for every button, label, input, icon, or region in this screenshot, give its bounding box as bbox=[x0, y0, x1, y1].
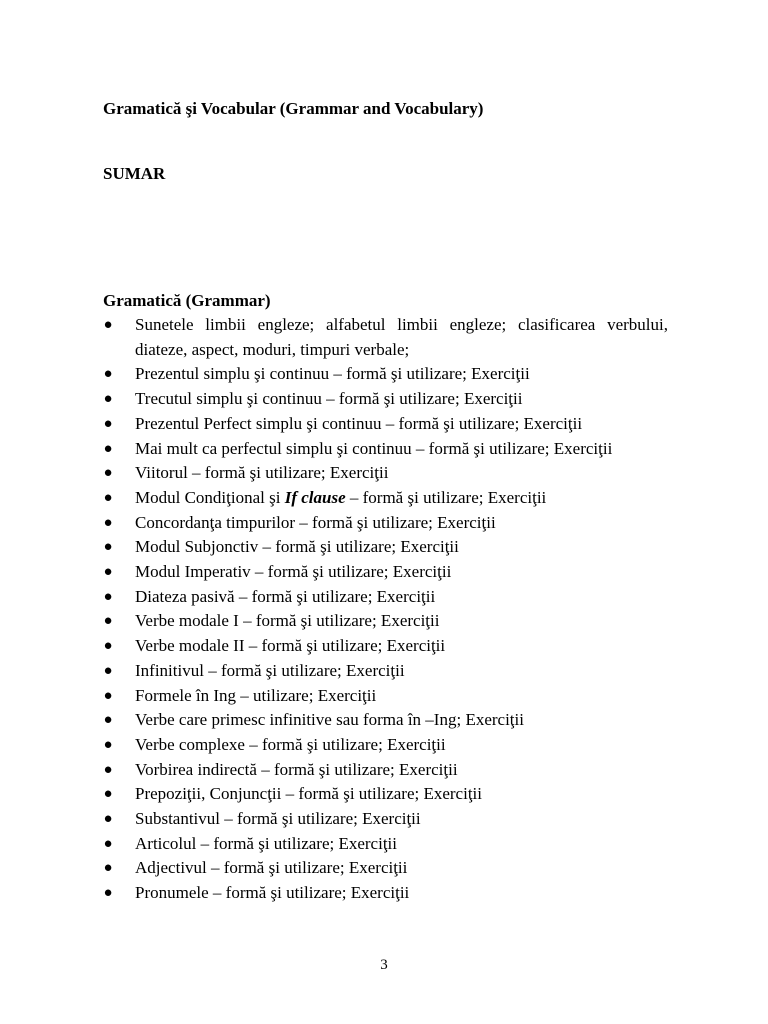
list-item bbox=[103, 362, 668, 387]
grammar-topics-list bbox=[103, 313, 668, 906]
bullet-icon: ● bbox=[103, 885, 113, 902]
list-item-text: Verbe modale II – formă şi utilizare; Exerciţii bbox=[135, 636, 446, 656]
list-item bbox=[103, 659, 668, 684]
list-item-text: Articolul – formă şi utilizare; Exerciţii bbox=[135, 833, 397, 853]
list-item-text: Verbe complexe – formă şi utilizare; Exerciţii bbox=[135, 734, 446, 754]
list-item bbox=[103, 560, 668, 585]
list-item-text: Pronumele – formă şi utilizare; Exerciţii bbox=[135, 883, 410, 903]
bullet-icon: ● bbox=[103, 662, 113, 679]
list-item-text: Prepoziţii, Conjuncţii – formă şi utilizare; Exerciţii bbox=[135, 784, 482, 804]
list-item-text: Concordanţa timpurilor – formă şi utilizare; Exerciţii bbox=[135, 512, 496, 532]
list-item bbox=[103, 758, 668, 783]
bullet-icon: ● bbox=[103, 860, 113, 877]
list-item-text: Trecutul simplu şi continuu – formă şi utilizare; Exerciţii bbox=[135, 389, 523, 409]
list-item-text: Vorbirea indirectă – formă şi utilizare; Exerciţii bbox=[135, 759, 458, 779]
list-item-text: Modul Subjonctiv – formă şi utilizare; Exerciţii bbox=[135, 537, 459, 557]
document-title: Gramatică şi Vocabular (Grammar and Vocabulary) bbox=[103, 99, 484, 118]
list-item bbox=[103, 461, 668, 486]
list-item-text: Mai mult ca perfectul simplu şi continuu – formă şi utilizare; Exerciţii bbox=[135, 438, 613, 458]
bullet-icon: ● bbox=[103, 786, 113, 803]
list-item bbox=[103, 535, 668, 560]
list-item bbox=[103, 733, 668, 758]
list-item bbox=[103, 782, 668, 807]
bullet-icon: ● bbox=[103, 588, 113, 605]
list-item-text: Modul Condiţional şi bbox=[135, 487, 281, 507]
list-item bbox=[103, 856, 668, 881]
list-item-text: Diateza pasivă – formă şi utilizare; Exerciţii bbox=[135, 586, 436, 606]
bullet-icon: ● bbox=[103, 712, 113, 729]
bullet-icon: ● bbox=[103, 489, 113, 506]
list-item bbox=[103, 585, 668, 610]
list-item-text: Sunetele limbii engleze; alfabetul limbii engleze; clasificarea verbului, diateze, aspect, moduri, timpuri verbale; bbox=[135, 315, 668, 359]
bullet-icon: ● bbox=[103, 440, 113, 457]
list-item-text: Modul Imperativ – formă şi utilizare; Exerciţii bbox=[135, 562, 452, 582]
grammar-section-heading: Gramatică (Grammar) bbox=[103, 291, 271, 310]
list-item bbox=[103, 807, 668, 832]
list-item bbox=[103, 486, 668, 511]
bullet-icon: ● bbox=[103, 564, 113, 581]
list-item-text: Infinitivul – formă şi utilizare; Exerciţii bbox=[135, 660, 405, 680]
list-item-text: Prezentul simplu şi continuu – formă şi utilizare; Exerciţii bbox=[135, 364, 530, 384]
bullet-icon: ● bbox=[103, 366, 113, 383]
list-item-text: Substantivul – formă şi utilizare; Exerciţii bbox=[135, 809, 421, 829]
bullet-icon: ● bbox=[103, 835, 113, 852]
list-item-text: Verbe modale I – formă şi utilizare; Exerciţii bbox=[135, 611, 440, 631]
bullet-icon: ● bbox=[103, 761, 113, 778]
list-item bbox=[103, 387, 668, 412]
page-number: 3 bbox=[380, 957, 388, 973]
list-item bbox=[103, 634, 668, 659]
list-item bbox=[103, 412, 668, 437]
list-item bbox=[103, 609, 668, 634]
list-item-text: Adjectivul – formă şi utilizare; Exerciţii bbox=[135, 858, 408, 878]
if-clause-emphasis: If clause bbox=[284, 487, 346, 507]
bullet-icon: ● bbox=[103, 811, 113, 828]
bullet-icon: ● bbox=[103, 465, 113, 482]
list-item bbox=[103, 708, 668, 733]
bullet-icon: ● bbox=[103, 415, 113, 432]
bullet-icon: ● bbox=[103, 514, 113, 531]
list-item-text: Verbe care primesc infinitive sau forma în –Ing; Exerciţii bbox=[135, 710, 524, 730]
list-item bbox=[103, 313, 668, 362]
list-item-text: Viitorul – formă şi utilizare; Exerciţii bbox=[135, 463, 389, 483]
summary-heading: SUMAR bbox=[103, 164, 166, 183]
bullet-icon: ● bbox=[103, 391, 113, 408]
list-item-text: Formele în Ing – utilizare; Exerciţii bbox=[135, 685, 377, 705]
bullet-icon: ● bbox=[103, 539, 113, 556]
list-item bbox=[103, 881, 668, 906]
list-item bbox=[103, 437, 668, 462]
list-item bbox=[103, 684, 668, 709]
list-item-text-suffix: – formă şi utilizare; Exerciţii bbox=[345, 487, 547, 507]
bullet-icon: ● bbox=[103, 687, 113, 704]
bullet-icon: ● bbox=[103, 317, 113, 333]
list-item-text: Prezentul Perfect simplu şi continuu – formă şi utilizare; Exerciţii bbox=[135, 413, 583, 433]
list-item bbox=[103, 511, 668, 536]
list-item bbox=[103, 832, 668, 857]
bullet-icon: ● bbox=[103, 638, 113, 655]
bullet-icon: ● bbox=[103, 613, 113, 630]
bullet-icon: ● bbox=[103, 736, 113, 753]
